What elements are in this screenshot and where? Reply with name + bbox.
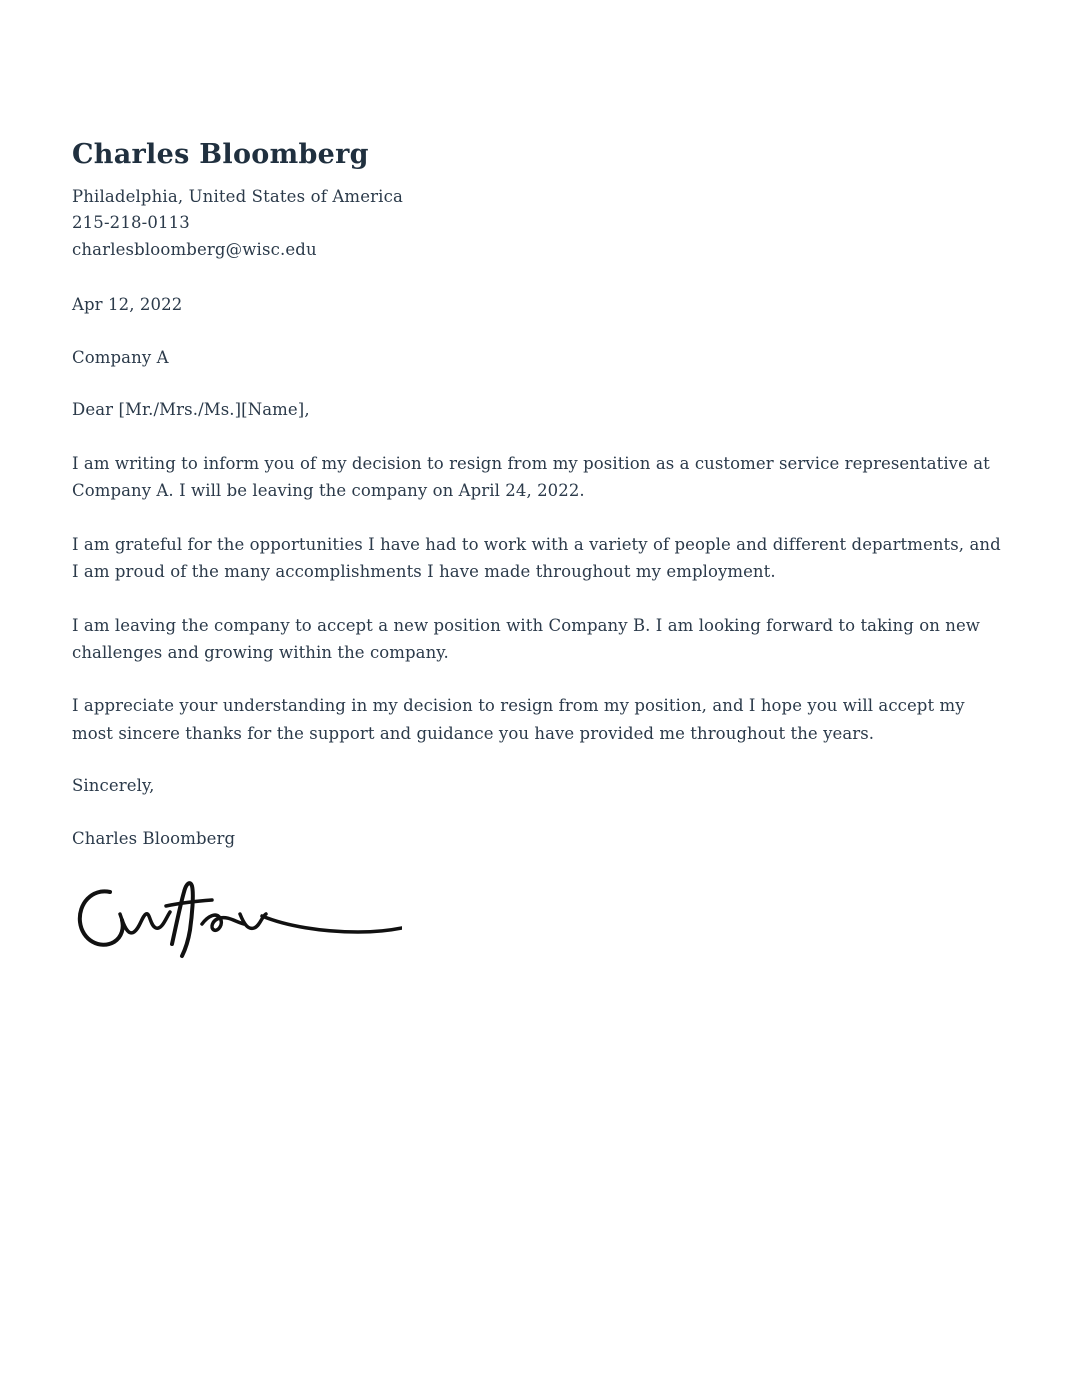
handwritten-signature-icon [72,870,402,960]
letter-date: Apr 12, 2022 [72,294,183,314]
spacer [72,264,1008,292]
sender-email: charlesbloomberg@wisc.edu [72,240,317,260]
closing-line: Sincerely, [72,776,155,795]
body-paragraph-3: I am leaving the company to accept a new position with Company B. I am looking forward to taking on new challenges and growing within the company. [72,615,980,662]
signature-name: Charles Bloomberg [72,828,236,848]
sender-phone: 215-218-0113 [72,213,190,233]
spacer [72,424,1008,450]
body-paragraph-1: I am writing to inform you of my decision to resign from my position as a customer service representative at Company A. I will be leaving the company on April 24, 2022. [72,454,990,501]
recipient-company: Company A [72,347,169,367]
body-paragraph-2: I am grateful for the opportunities I have had to work with a variety of people and different departments, and I am proud of the many accomplishments I have made throughout my employment. [72,534,1001,582]
page-title: Charles Bloomberg [72,139,369,170]
sender-location: Philadelphia, United States of America [72,186,403,206]
salutation: Dear [Mr./Mrs./Ms.][Name], [72,400,310,420]
body-paragraph-4: I appreciate your understanding in my decision to resign from my position, and I hope you will accept my most sincere thanks for the support and guidance you have provided me throughout the years. [72,696,965,743]
spacer [72,800,1008,826]
spacer [72,371,1008,397]
spacer [72,319,1008,345]
